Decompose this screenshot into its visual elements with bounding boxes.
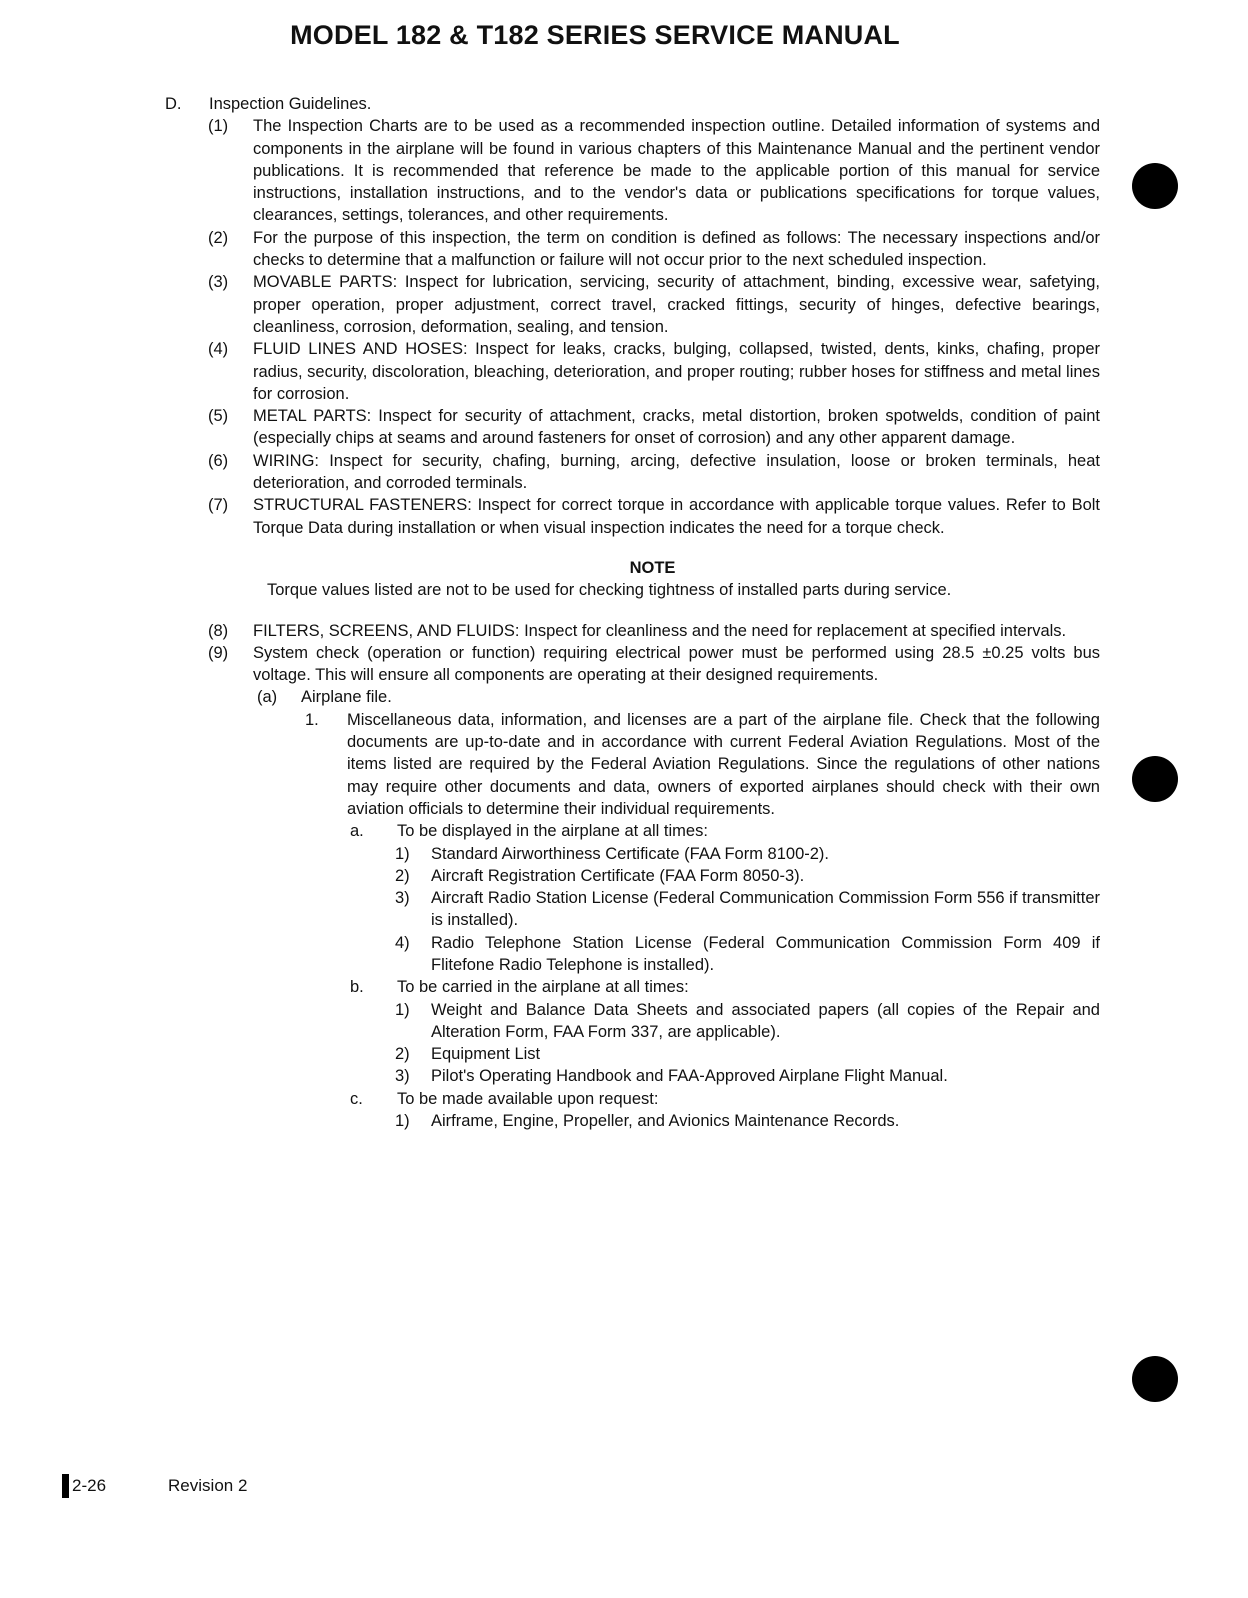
note-text: Torque values listed are not to be used for checking tightness of installed parts during service. — [267, 581, 952, 600]
group-heading — [165, 976, 1100, 998]
item-label: (1) — [208, 117, 229, 136]
binder-hole — [1132, 163, 1178, 209]
page-title: MODEL 182 & T182 SERIES SERVICE MANUAL — [290, 20, 900, 50]
item-text: STRUCTURAL FASTENERS: Inspect for correct torque in accordance with applicable torque values. Refer to Bolt Torque Data during installation or when visual inspection indicates the need for a torque check. — [253, 496, 1100, 537]
group-item — [165, 865, 1100, 887]
list-item — [165, 494, 1100, 539]
group-item-label: 1) — [395, 1000, 410, 1019]
group-item-text: Aircraft Registration Certificate (FAA Form 8050-3). — [431, 866, 805, 885]
item-text: FILTERS, SCREENS, AND FLUIDS: Inspect for cleanliness and the need for replacement at specified intervals. — [253, 621, 1067, 640]
sub-item-text: Miscellaneous data, information, and licenses are a part of the airplane file. Check that the following documents are up-to-date and in accordance with current Federal Aviation Regulations. Most of the items listed are required by the Federal Aviation Regulations. Since the regulations of other nations may require other documents and data, owners of exported airplanes should check with their own aviation officials to determine their individual requirements. — [347, 710, 1100, 818]
item-text: WIRING: Inspect for security, chafing, burning, arcing, defective insulation, loose or broken terminals, heat deterioration, and corroded terminals. — [253, 451, 1100, 493]
group-item-text: Equipment List — [431, 1045, 541, 1064]
group-item-label: 2) — [395, 1045, 410, 1064]
item-text: The Inspection Charts are to be used as a recommended inspection outline. Detailed information of systems and components in the airplane will be found in various chapters of this Maintenance Manual and the pertinent vendor publications. It is recommended that reference be made to the applicable portion of this manual for service instructions, installation instructions, and to the vendor's data or publications specifications for torque values, clearances, settings, tolerances, and other requirements. — [253, 117, 1100, 225]
group-item-text: Weight and Balance Data Sheets and associated papers (all copies of the Repair and Alteration Form, FAA Form 337, are applicable). — [431, 1000, 1100, 1041]
list-item — [165, 620, 1100, 642]
document-body — [165, 93, 1100, 1132]
section-heading — [165, 93, 1100, 115]
group-label: a. — [350, 822, 364, 841]
group-heading — [165, 1088, 1100, 1110]
group-item — [165, 1043, 1100, 1065]
group-item-text: Aircraft Radio Station License (Federal Communication Commission Form 556 if transmitter is installed). — [431, 889, 1100, 930]
sub-item-label: 1. — [305, 710, 319, 729]
group-text: To be made available upon request: — [397, 1089, 659, 1108]
group-item-label: 2) — [395, 866, 410, 885]
binder-hole — [1132, 1356, 1178, 1402]
group-item — [165, 1065, 1100, 1087]
group-heading — [165, 820, 1100, 842]
sub-item — [165, 709, 1100, 820]
item-label: (6) — [208, 451, 229, 470]
item-label: (5) — [208, 407, 229, 426]
group-item — [165, 999, 1100, 1044]
sub-item — [165, 686, 1100, 708]
group-label: b. — [350, 978, 364, 997]
item-text: METAL PARTS: Inspect for security of attachment, cracks, metal distortion, broken spotwelds, condition of paint (especially chips at seams and around fasteners for onset of corrosion) and any other apparent damage. — [253, 407, 1100, 448]
item-text: MOVABLE PARTS: Inspect for lubrication, servicing, security of attachment, binding, excessive wear, safetying, proper operation, proper adjustment, correct travel, cracked fittings, security of hinges, defective bearings, cleanliness, corrosion, deformation, sealing, and tension. — [253, 273, 1100, 336]
item-label: (3) — [208, 273, 229, 292]
sub-item-text: Airplane file. — [301, 688, 392, 707]
list-item — [165, 115, 1100, 226]
revision-bar — [62, 1474, 69, 1498]
group-item-label: 1) — [395, 1112, 410, 1131]
item-text: System check (operation or function) requiring electrical power must be performed using 28.5 ±0.25 volts bus voltage. This will ensure all components are operating at their designed requirements. — [253, 643, 1100, 685]
group-item-label: 1) — [395, 844, 410, 863]
sub-item-label: (a) — [257, 688, 278, 707]
list-item — [165, 405, 1100, 450]
section-heading-text: Inspection Guidelines. — [209, 95, 372, 113]
item-label: (2) — [208, 228, 229, 247]
item-text: FLUID LINES AND HOSES: Inspect for leaks, cracks, bulging, collapsed, twisted, dents, kinks, chafing, proper radius, security, discoloration, bleaching, deterioration, and proper routing; rubber hoses for stiffness and metal lines for corrosion. — [253, 340, 1100, 403]
item-label: (4) — [208, 340, 229, 359]
list-item — [165, 227, 1100, 272]
group-label: c. — [350, 1089, 363, 1108]
list-item — [165, 450, 1100, 495]
binder-hole — [1132, 756, 1178, 802]
revision-label: Revision 2 — [168, 1476, 248, 1495]
group-item-text: Radio Telephone Station License (Federal Communication Commission Form 409 if Flitefone Radio Telephone is installed). — [431, 933, 1100, 974]
item-label: (8) — [208, 621, 229, 640]
group-item — [165, 843, 1100, 865]
page-number: 2-26 — [72, 1476, 107, 1495]
group-item-label: 3) — [395, 1067, 410, 1086]
group-item — [165, 887, 1100, 932]
group-item-label: 4) — [395, 933, 410, 952]
group-text: To be carried in the airplane at all times: — [397, 978, 689, 997]
group-item — [165, 932, 1100, 977]
note-title: NOTE — [629, 558, 676, 577]
group-item-text: Airframe, Engine, Propeller, and Avionics Maintenance Records. — [431, 1112, 900, 1131]
group-item-label: 3) — [395, 889, 410, 908]
group-item — [165, 1110, 1100, 1132]
list-item — [165, 271, 1100, 338]
page-footer — [62, 1474, 247, 1498]
list-item — [165, 338, 1100, 405]
item-label: (7) — [208, 496, 229, 515]
list-item — [165, 642, 1100, 687]
group-text: To be displayed in the airplane at all times: — [397, 822, 708, 841]
item-label: (9) — [208, 643, 229, 662]
item-text: For the purpose of this inspection, the term on condition is defined as follows: The necessary inspections and/or checks to determine that a malfunction or failure will not occur prior to the next scheduled inspection. — [253, 228, 1100, 270]
section-label: D. — [165, 95, 182, 113]
group-item-text: Standard Airworthiness Certificate (FAA Form 8100-2). — [431, 844, 829, 863]
group-item-text: Pilot's Operating Handbook and FAA-Approved Airplane Flight Manual. — [431, 1067, 948, 1086]
